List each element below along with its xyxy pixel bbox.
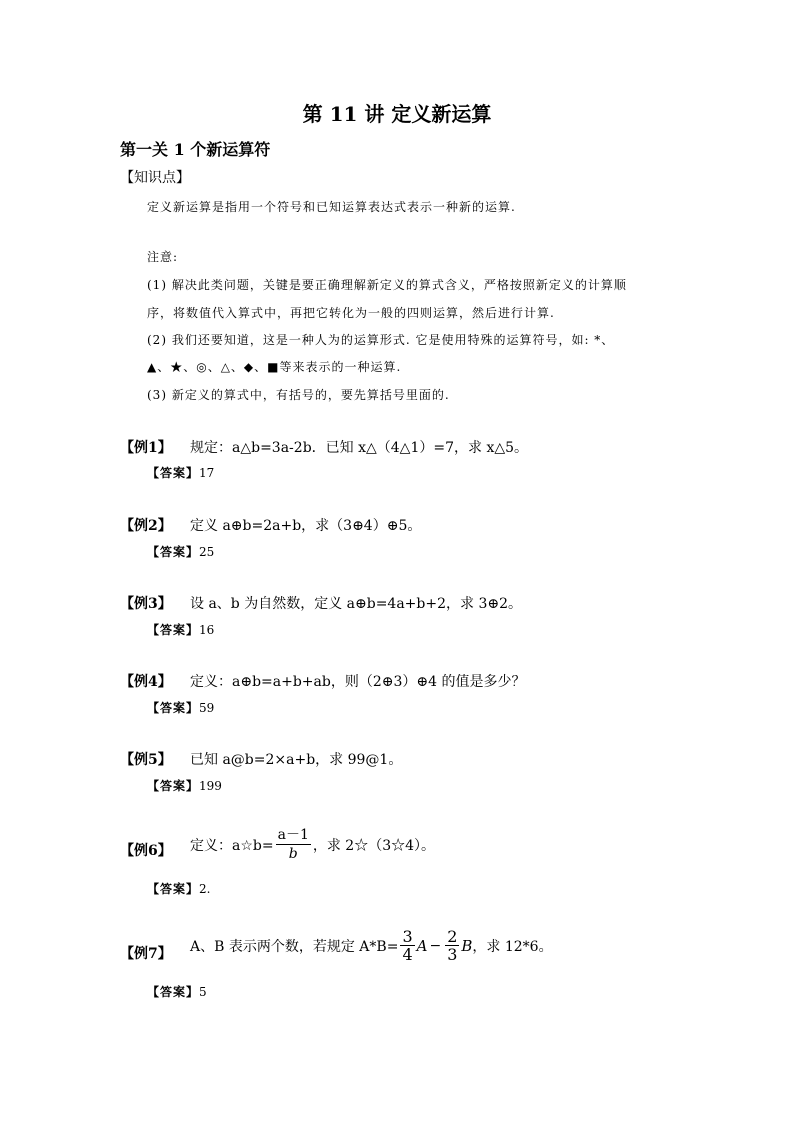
answer-label: 【答案】 bbox=[147, 701, 200, 715]
answer bbox=[147, 699, 214, 716]
answer-value: 17 bbox=[199, 466, 215, 480]
answer-label: 【答案】 bbox=[147, 779, 200, 793]
answer bbox=[147, 777, 222, 794]
note-line: (2) 我们还要知道，这是一种人为的运算形式. 它是使用特殊的运算符号，如: *、 bbox=[147, 333, 615, 347]
note-line: ▲、★、◎、△、◆、■等来表示的一种运算. bbox=[147, 360, 402, 374]
answer-label: 【答案】 bbox=[147, 466, 200, 480]
answer-label: 【答案】 bbox=[147, 882, 200, 896]
answer-value: 16 bbox=[199, 623, 215, 637]
note-line: (3) 新定义的算式中，有括号的，要先算括号里面的. bbox=[147, 388, 450, 402]
example-question: 已知 a@b=2×a+b，求 99@1。 bbox=[190, 752, 403, 768]
example-label: 【例2】 bbox=[120, 518, 172, 534]
example-question: 定义：a⊕b=a+b+ab，则（2⊕3）⊕4 的值是多少？ bbox=[190, 674, 526, 690]
answer-label: 【答案】 bbox=[147, 623, 200, 637]
answer-value: 199 bbox=[199, 779, 222, 793]
answer-label: 【答案】 bbox=[147, 545, 200, 559]
example-label: 【例3】 bbox=[120, 596, 172, 612]
section-heading: 第一关 1 个新运算符 bbox=[120, 140, 271, 159]
example-label: 【例5】 bbox=[120, 752, 172, 768]
variable-b: B bbox=[461, 936, 473, 955]
example-label: 【例7】 bbox=[120, 946, 172, 962]
fraction bbox=[400, 928, 414, 963]
answer bbox=[147, 464, 214, 481]
example-label: 【例1】 bbox=[120, 440, 172, 456]
notes-label: 注意: bbox=[147, 250, 179, 264]
question-suffix: ，求 12*6。 bbox=[472, 938, 553, 955]
fraction-numerator: a－1 bbox=[277, 827, 309, 843]
fraction-numerator: 3 bbox=[402, 927, 413, 946]
fraction-numerator: 2 bbox=[447, 927, 458, 946]
fraction-denominator: 4 bbox=[402, 945, 413, 964]
example-label: 【例6】 bbox=[120, 843, 172, 859]
question-prefix: 定义：a☆b= bbox=[190, 837, 274, 854]
example-question bbox=[190, 826, 435, 863]
fraction-denominator: b bbox=[288, 846, 298, 862]
fraction bbox=[445, 928, 459, 963]
answer-value: 5 bbox=[199, 985, 207, 999]
fraction-denominator: 3 bbox=[447, 945, 458, 964]
page-title: 第 11 讲 定义新运算 bbox=[302, 102, 492, 126]
variable-a: A bbox=[416, 936, 428, 955]
knowledge-label: 【知识点】 bbox=[120, 170, 190, 186]
example-question: 定义 a⊕b=2a+b，求（3⊕4）⊕5。 bbox=[190, 518, 422, 534]
answer-value: 2. bbox=[199, 882, 211, 896]
question-prefix: A、B 表示两个数，若规定 A*B= bbox=[190, 938, 399, 955]
answer-label: 【答案】 bbox=[147, 985, 200, 999]
intro-text: 定义新运算是指用一个符号和已知运算表达式表示一种新的运算. bbox=[147, 200, 516, 214]
answer-value: 25 bbox=[199, 545, 215, 559]
answer bbox=[147, 880, 210, 897]
note-line: 序，将数值代入算式中，再把它转化为一般的四则运算，然后进行计算. bbox=[147, 306, 555, 320]
minus-sign: − bbox=[429, 937, 442, 954]
question-suffix: ，求 2☆（3☆4）。 bbox=[312, 837, 436, 854]
example-question: 规定：a△b=3a-2b．已知 x△（4△1）=7，求 x△5。 bbox=[190, 440, 529, 456]
example-question bbox=[190, 928, 553, 963]
answer bbox=[147, 983, 207, 1000]
example-label: 【例4】 bbox=[120, 674, 172, 690]
example-question: 设 a、b 为自然数，定义 a⊕b=4a+b+2，求 3⊕2。 bbox=[190, 596, 523, 612]
fraction bbox=[276, 826, 311, 863]
answer bbox=[147, 543, 214, 560]
note-line: (1) 解决此类问题，关键是要正确理解新定义的算式含义，严格按照新定义的计算顺 bbox=[147, 278, 627, 292]
answer-value: 59 bbox=[199, 701, 215, 715]
answer bbox=[147, 621, 214, 638]
